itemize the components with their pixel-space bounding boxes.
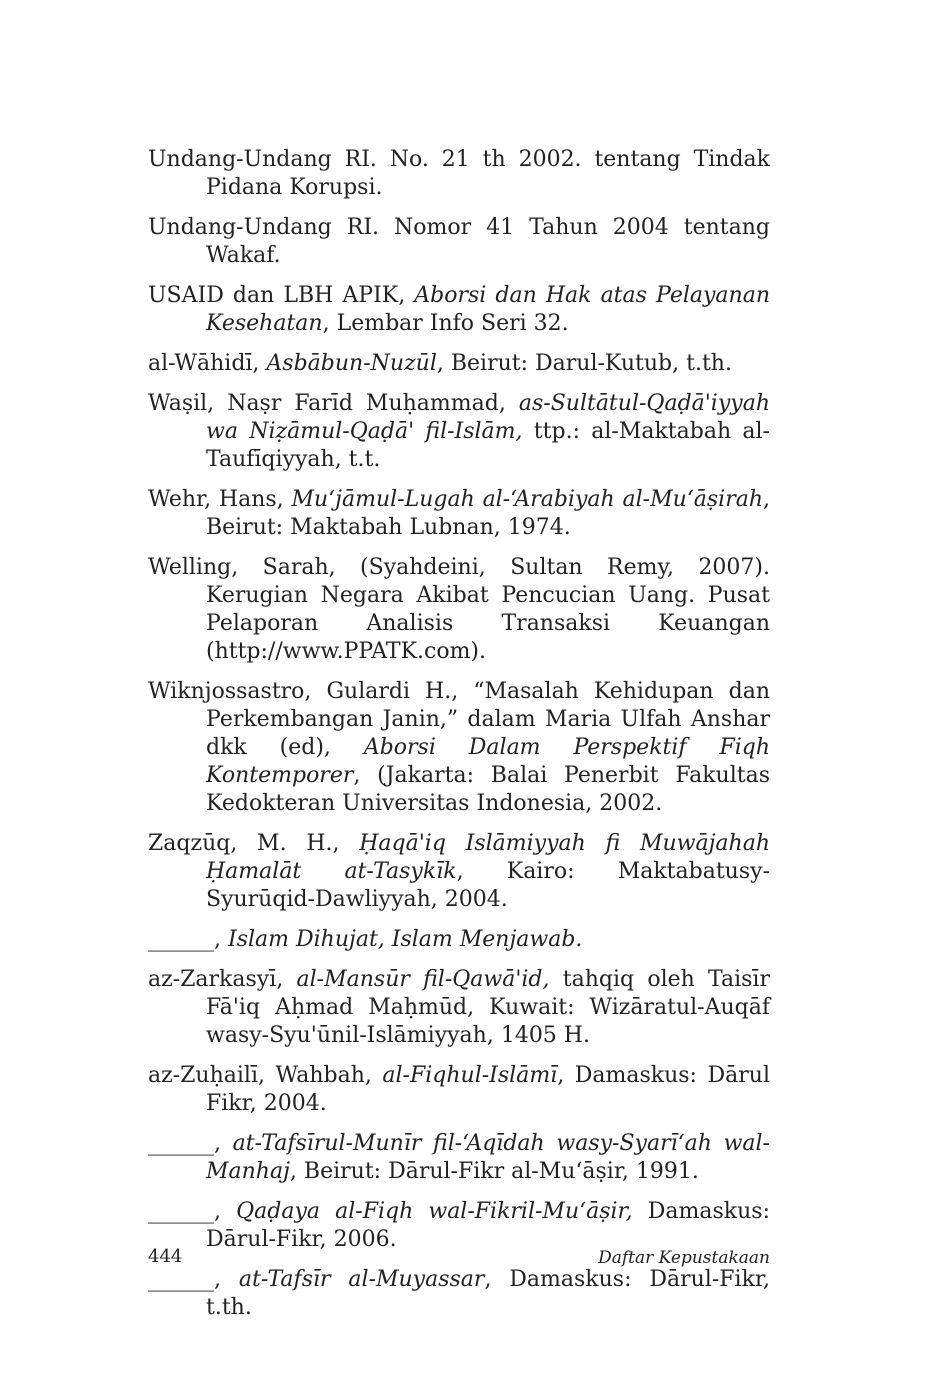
bibliography-entry: al-Wāhidī, Asbābun-Nuzūl, Beirut: Darul-Kutub, t.th. — [148, 351, 732, 376]
bibliography-entry: Welling, Sarah, (Syahdeini, Sultan Remy, 2007). Kerugian Negara Akibat Pencucian Uang. Pusat Pelaporan Analisis Transaksi Keuangan (http://www.PPATK.com). — [148, 555, 770, 664]
bibliography-list — [148, 146, 770, 1334]
bibliography-entry: Wiknjossastro, Gulardi H., “Masalah Kehidupan dan Perkembangan Janin,” dalam Maria Ulfah Anshar dkk (ed), Aborsi Dalam Perspektif Fiqh Kontemporer, (Jakarta: Balai Penerbit Fakultas Kedokteran Universitas Indonesia, 2002. — [148, 679, 770, 816]
bibliography-entry: Undang-Undang RI. No. 21 th 2002. tentang Tindak Pidana Korupsi. — [148, 147, 770, 200]
bibliography-entry: Wehr, Hans, Mu‘jāmul-Lugah al-‘Arabiyah al-Mu‘āṣirah, Beirut: Maktabah Lubnan, 1974. — [148, 487, 770, 540]
bibliography-entry: Zaqzūq, M. H., Ḥaqā'iq Islāmiyyah fi Muwājahah Ḥamalāt at-Tasykīk, Kairo: Maktabatusy-Syurūqid-Dawliyyah, 2004. — [148, 831, 770, 912]
bibliography-entry: az-Zarkasyī, al-Mansūr fil-Qawā'id, tahqiq oleh Taisīr Fā'iq Aḥmad Maḥmūd, Kuwait: Wizāratul-Auqāf wasy-Syu'ūnil-Islāmiyyah, 1405 H. — [148, 967, 770, 1048]
bibliography-entry: az-Zuḥailī, Wahbah, al-Fiqhul-Islāmī, Damaskus: Dārul Fikr, 2004. — [148, 1063, 770, 1116]
bibliography-entry: Waṣil, Naṣr Farīd Muḥammad, as-Sultātul-Qaḍā'iyyah wa Niẓāmul-Qaḍā' fil-Islām, ttp.: al-Maktabah al-Taufīqiyyah, t.t. — [148, 391, 770, 472]
page-number: 444 — [148, 1246, 183, 1267]
bibliography-entry: Undang-Undang RI. Nomor 41 Tahun 2004 tentang Wakaf. — [148, 215, 770, 268]
bibliography-entry: ______, at-Tafsīrul-Munīr fil-‘Aqīdah wasy-Syarī‘ah wal-Manhaj, Beirut: Dārul-Fikr al-Mu‘āṣir, 1991. — [148, 1131, 770, 1184]
bibliography-entry: ______, Islam Dihujat, Islam Menjawab. — [148, 927, 583, 952]
bibliography-entry: ______, Qaḍaya al-Fiqh wal-Fikril-Mu‘āṣir, Damaskus: Dārul-Fikr, 2006. — [148, 1199, 770, 1252]
running-footer-title: Daftar Kepustakaan — [598, 1248, 770, 1268]
bibliography-entry: USAID dan LBH APIK, Aborsi dan Hak atas Pelayanan Kesehatan, Lembar Info Seri 32. — [148, 283, 770, 336]
bibliography-entry: ______, at-Tafsīr al-Muyassar, Damaskus: Dārul-Fikr, t.th. — [148, 1267, 770, 1320]
